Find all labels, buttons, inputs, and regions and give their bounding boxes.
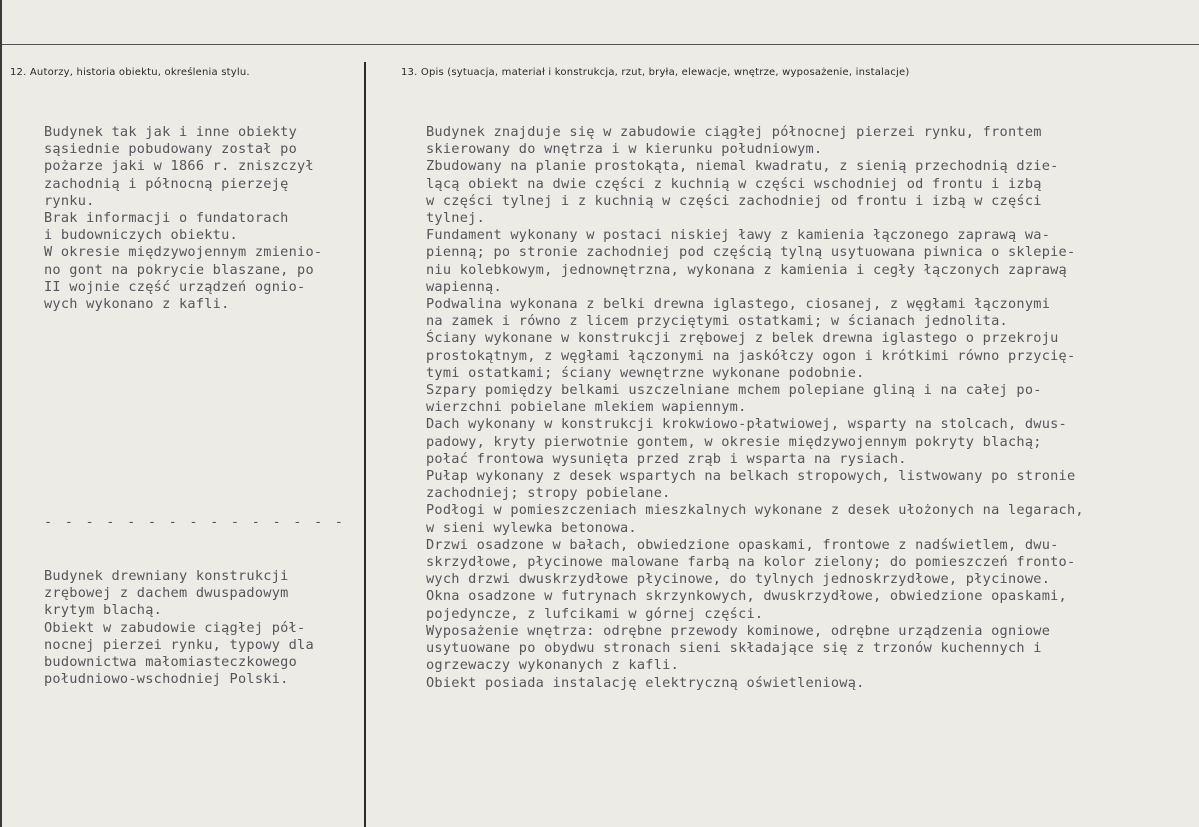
description-line: Drzwi osadzone w bałach, obwiedzione opaskami, frontowe z nadświetlem, dwu- (426, 536, 1059, 553)
style-line: Obiekt w zabudowie ciągłej pół- (44, 619, 306, 636)
history-line: Brak informacji o fundatorach (44, 210, 289, 227)
description-line: Podwalina wykonana z belki drewna iglastego, ciosanej, z węgłami łączonymi (426, 296, 1051, 313)
style-line: nocnej pierzei rynku, typowy dla (44, 636, 314, 653)
history-line: II wojnie część urządzeń ognio- (44, 278, 306, 295)
style-text (44, 568, 314, 688)
style-line: budownictwa małomiasteczkowego (44, 654, 298, 671)
style-line: Budynek drewniany konstrukcji (44, 568, 289, 584)
history-text (44, 124, 322, 313)
history-line: i budowniczych obiektu. (44, 227, 238, 244)
top-rule (2, 44, 1199, 45)
description-line: tymi ostatkami; ściany wewnętrzne wykonane podobnie. (426, 364, 865, 381)
description-line: ogrzewaczy wykonanych z kafli. (426, 657, 680, 674)
description-line: zachodniej; stropy pobielane. (426, 485, 671, 502)
description-line: padowy, kryty pierwotnie gontem, w okresie międzywojennym pokryty blachą; (426, 433, 1042, 450)
description-line: wych drzwi dwuskrzydłowe płycinowe, do tylnych jednoskrzydłowe, płycinowe. (426, 571, 1051, 588)
description-line: Okna osadzone w futrynach skrzynkowych, dwuskrzydłowe, obwiedzione opaskami, (426, 588, 1067, 605)
history-line: pożarze jaki w 1866 r. zniszczył (44, 158, 314, 175)
description-line: połać frontowa wysunięta przed zrąb i wsparta na rysiach. (426, 450, 907, 467)
history-line: zachodnią i północną pierzeję (44, 175, 289, 192)
description-line: Wyposażenie wnętrza: odrębne przewody kominowe, odrębne urządzenia ogniowe (426, 622, 1051, 639)
description-line: Zbudowany na planie prostokąta, niemal kwadratu, z sienią przechodnią dzie- (426, 158, 1059, 175)
history-line: no gont na pokrycie blaszane, po (44, 261, 314, 278)
description-line: Fundament wykonany w postaci niskiej ławy z kamienia łączonego zaprawą wa- (426, 227, 1051, 244)
history-line: W okresie międzywojennym zmienio- (44, 244, 323, 261)
description-line: Obiekt posiada instalację elektryczną oświetleniową. (426, 674, 865, 691)
description-line: Pułap wykonany z desek wspartych na belkach stropowych, listwowany po stronie (426, 468, 1076, 485)
history-line: wych wykonano z kafli. (44, 296, 230, 313)
description-line: w sieni wylewka betonowa. (426, 519, 637, 536)
description-line: Budynek znajduje się w zabudowie ciągłej północnej pierzei rynku, frontem (426, 124, 1042, 140)
style-line: południowo-wschodniej Polski. (44, 671, 289, 688)
description-line: lącą obiekt na dwie części z kuchnią w części wschodniej od frontu i izbą (426, 175, 1042, 192)
description-line: usytuowane po obydwu stronach sieni składające się z trzonów kuchennych i (426, 640, 1042, 657)
description-text (426, 124, 1084, 692)
column-divider (364, 62, 366, 827)
dashed-separator: - - - - - - - - - - - - - - - (44, 514, 346, 530)
description-line: niu kolebkowym, jednownętrzna, wykonana z kamienia i cegły łączonych zaprawą (426, 261, 1067, 278)
description-line: tylnej. (426, 210, 486, 227)
description-line: skrzydłowe, płycinowe malowane farbą na kolor zielony; do pomieszczeń fronto- (426, 554, 1076, 571)
style-line: zrębowej z dachem dwuspadowym (44, 585, 289, 602)
description-line: wapienną. (426, 278, 502, 295)
history-line: rynku. (44, 192, 95, 209)
description-line: pienną; po stronie zachodniej pod częścią tylną usytuowana piwnica o sklepie- (426, 244, 1076, 261)
description-line: Podłogi w pomieszczeniach mieszkalnych wykonane z desek ułożonych na legarach, (426, 502, 1084, 519)
description-line: Dach wykonany w konstrukcji krokwiowo-płatwiowej, wsparty na stolcach, dwus- (426, 416, 1067, 433)
description-line: wierzchni pobielane mlekiem wapiennym. (426, 399, 747, 416)
history-line: Budynek tak jak i inne obiekty (44, 124, 298, 140)
description-line: Szpary pomiędzy belkami uszczelniane mchem polepiane gliną i na całej po- (426, 382, 1042, 399)
section-12-header: 12. Autorzy, historia obiektu, określenia stylu. (10, 67, 250, 78)
description-line: w części tylnej i z kuchnią w części zachodniej od frontu i izbą w części (426, 192, 1042, 209)
history-line: sąsiednie pobudowany został po (44, 141, 298, 158)
description-line: skierowany do wnętrza i w kierunku południowym. (426, 141, 823, 158)
section-13-header: 13. Opis (sytuacja, materiał i konstrukcja, rzut, bryła, elewacje, wnętrze, wyposażenie, instalacje) (401, 67, 910, 78)
description-line: Ściany wykonane w konstrukcji zrębowej z belek drewna iglastego o przekroju (426, 330, 1059, 347)
description-line: pojedyncze, z lufcikami w górnej części. (426, 605, 764, 622)
description-line: na zamek i równo z licem przyciętymi ostatkami; w ścianach jednolita. (426, 313, 1008, 330)
style-line: krytym blachą. (44, 602, 163, 619)
description-line: prostokątnym, z węgłami łączonymi na jaskółczy ogon i krótkimi równo przycię- (426, 347, 1076, 364)
